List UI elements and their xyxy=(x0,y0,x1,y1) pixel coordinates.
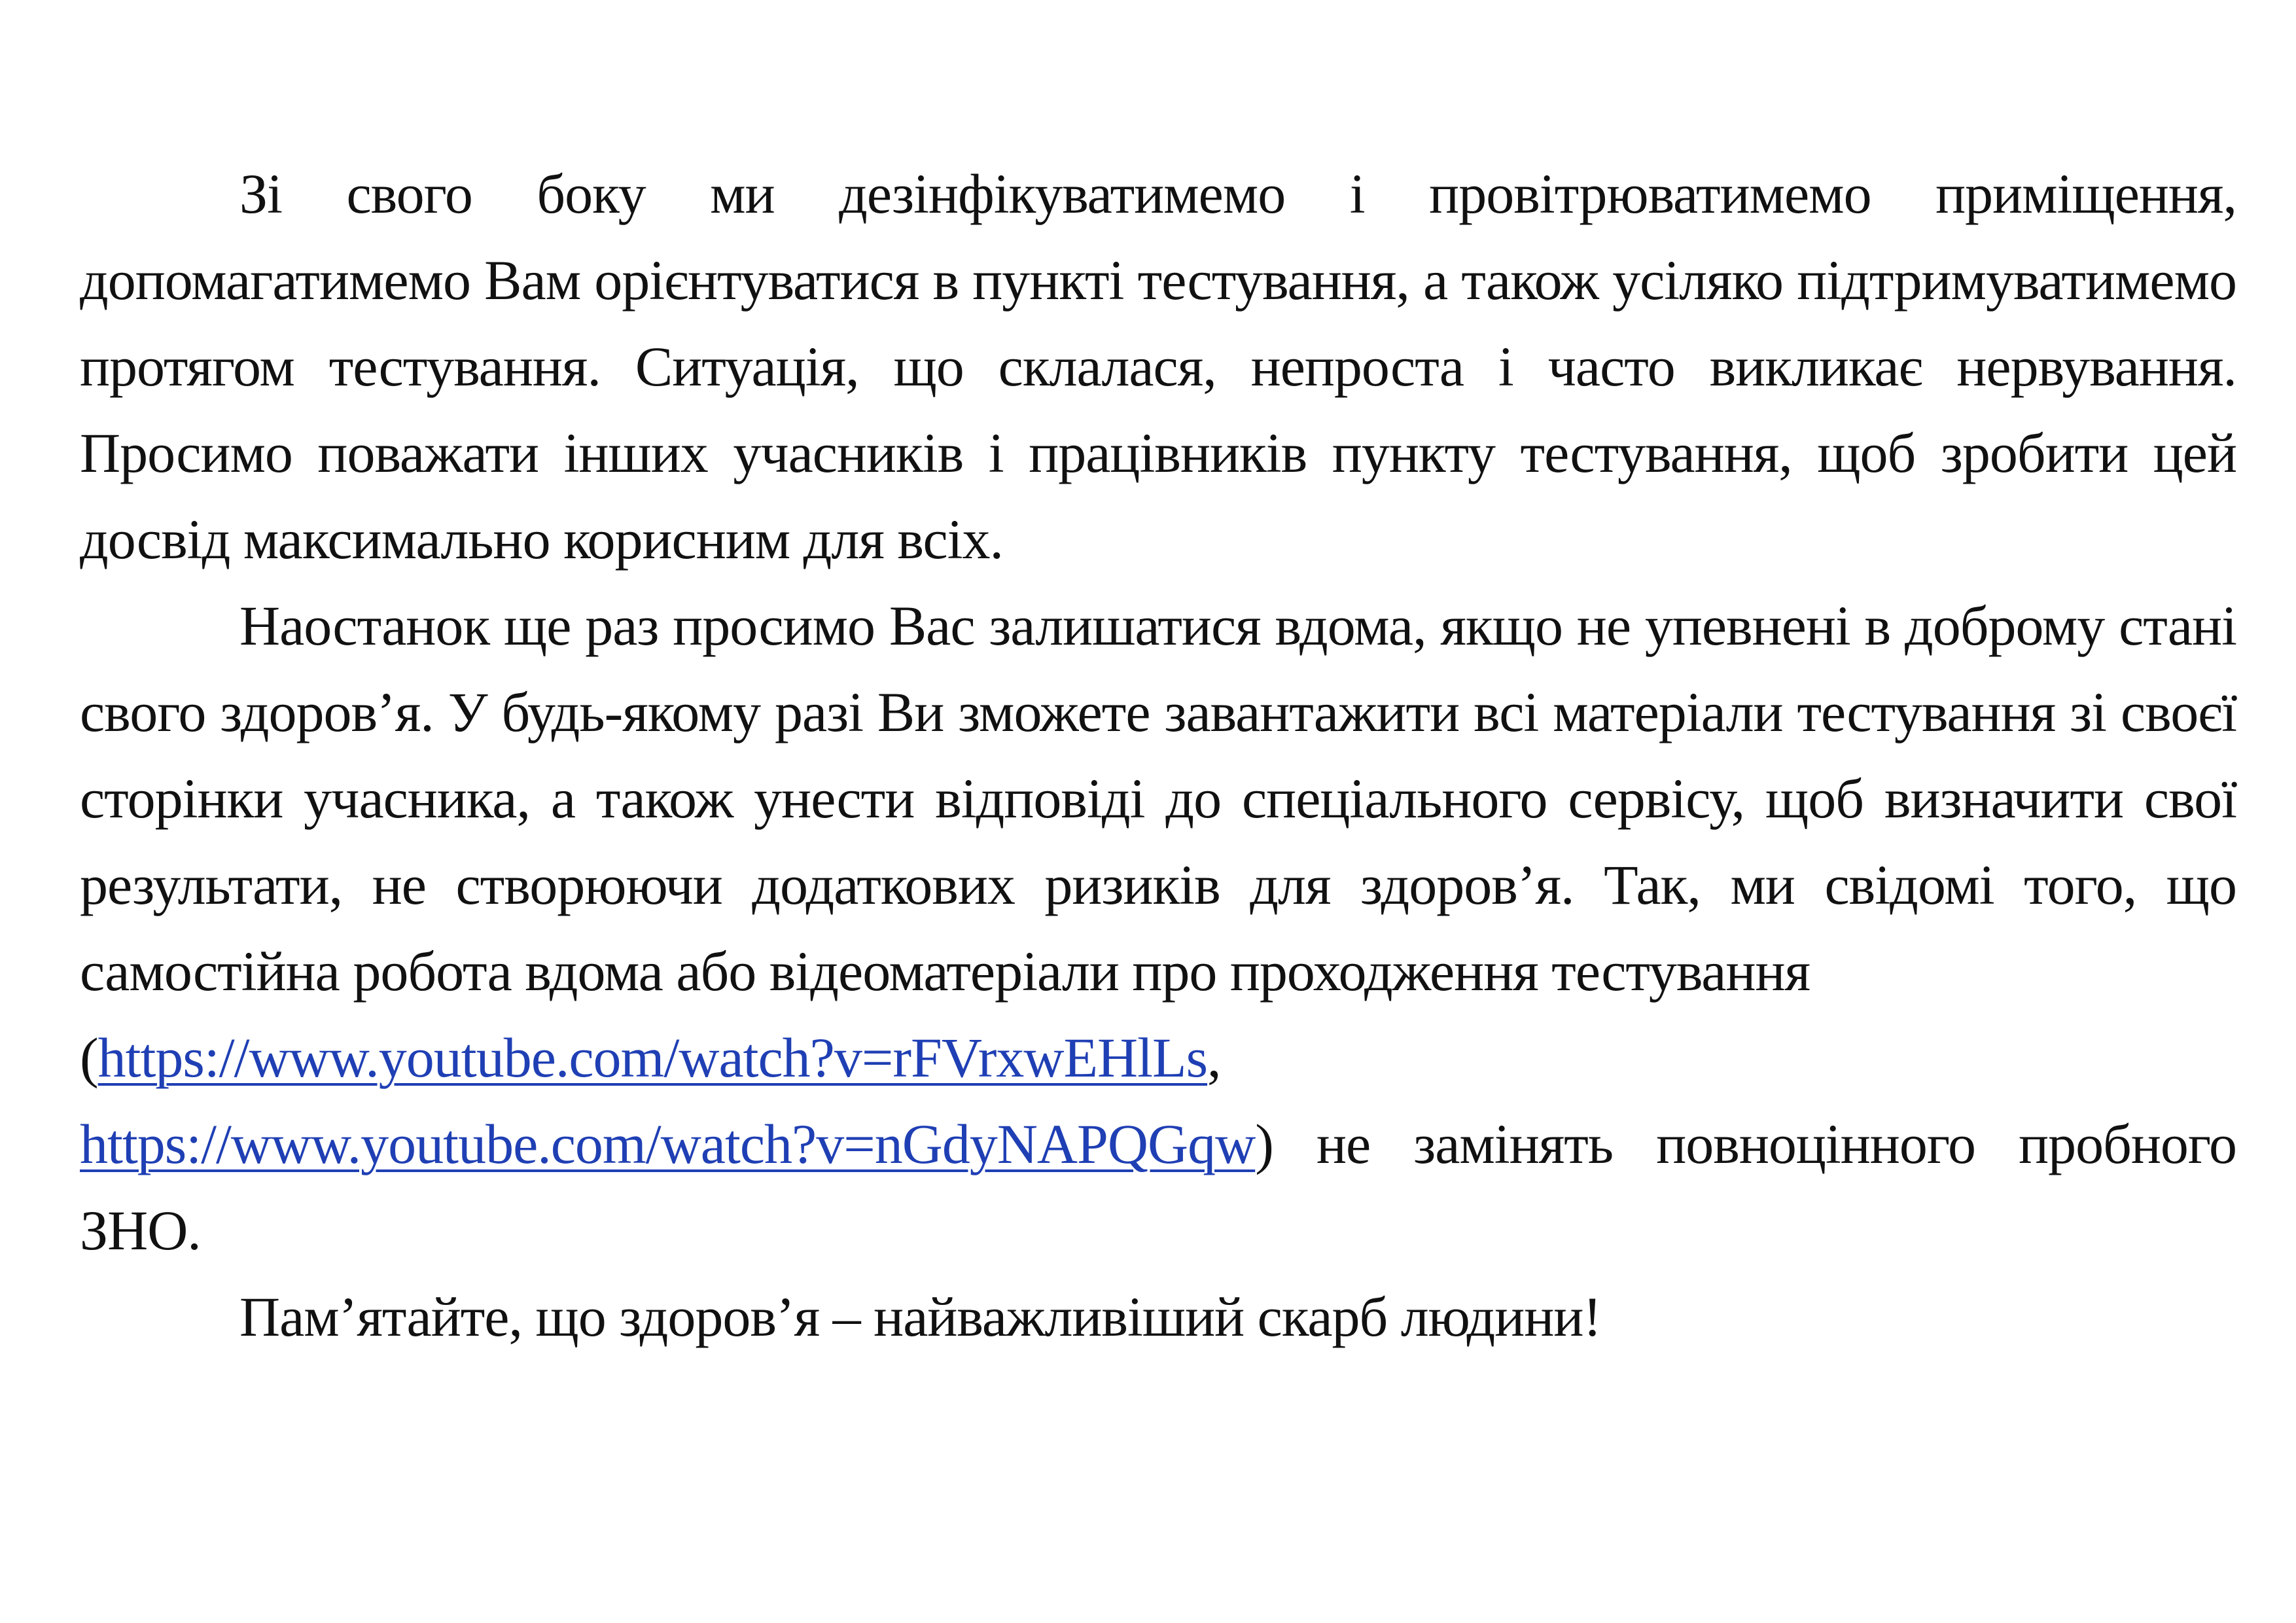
youtube-link-1[interactable]: https://www.youtube.com/watch?v=rFVrxwEHlLs xyxy=(97,1026,1208,1089)
paragraph-stay-home xyxy=(80,582,2236,1274)
links-line-2 xyxy=(80,1101,2236,1274)
open-paren: ( xyxy=(80,1026,98,1089)
paragraph-health-reminder: Пам’ятайте, що здоров’я – найважливіший скарб людини! xyxy=(239,1285,1602,1348)
link-separator: , xyxy=(1207,1026,1221,1089)
youtube-link-2[interactable]: https://www.youtube.com/watch?v=nGdyNAPQGqw xyxy=(80,1113,1256,1175)
paragraph-stay-home-ending: ) не замінять повноцінного пробного ЗНО. xyxy=(80,1113,2236,1262)
paragraph-safety-measures: Зі свого боку ми дезінфікуватимемо і провітрюватимемо приміщення, допомагатимемо Вам орієнтуватися в пункті тестування, а також усіляко підтримуватимемо протягом тестування. Ситуація, що склалася, непроста і часто викликає нервування. Просимо поважати інших учасників і працівників пункту тестування, щоб зробити цей досвід максимально корисним для всіх. xyxy=(80,162,2236,571)
paragraph-stay-home-text: Наостанок ще раз просимо Вас залишатися вдома, якщо не упевнені в доброму стані свого здоров’я. У будь-якому разі Ви зможете завантажити всі матеріали тестування зі своєї сторінки учасника, а також унести відповіді до спеціального сервісу, щоб визначити свої результати, не створюючи додаткових ризиків для здоров’я. Так, ми свідомі того, що самостійна робота вдома або відеоматеріали про проходження тестування xyxy=(80,594,2236,1003)
document-body xyxy=(80,151,2236,1360)
links-line-1 xyxy=(80,1014,2236,1101)
